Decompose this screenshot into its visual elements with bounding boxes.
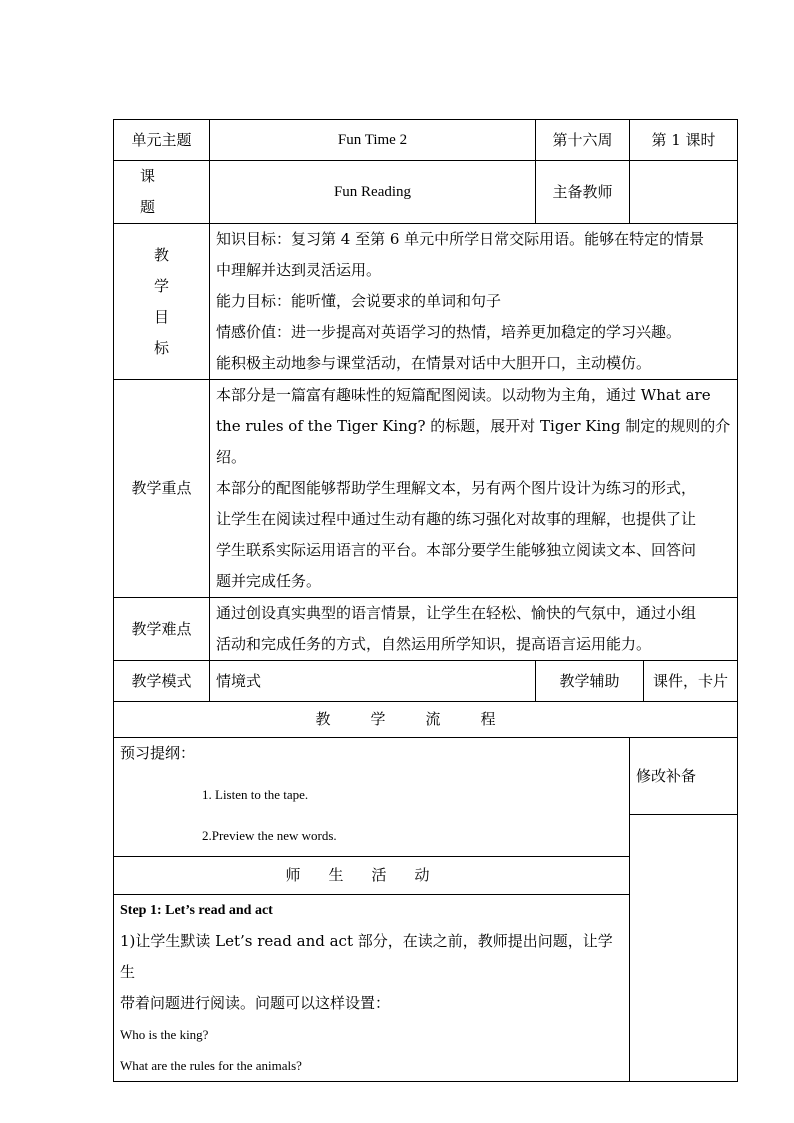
goals-label-char: 学 (153, 276, 169, 295)
row-mode (114, 661, 738, 702)
goals-text (210, 224, 738, 380)
goals-line: 能积极主动地参与课堂活动，在情景对话中大胆开口，主动模仿。 (216, 354, 652, 372)
goals-label (114, 224, 210, 380)
process-heading: 教学流程 (114, 702, 738, 738)
row-focus (114, 380, 738, 598)
preview-item: 1. Listen to the tape. (202, 787, 309, 802)
activity-heading: 师生活动 (114, 857, 630, 895)
row-process-heading (114, 702, 738, 738)
row-preview (114, 738, 738, 815)
topic-value: Fun Reading (210, 161, 536, 224)
lead-teacher-value (630, 161, 738, 224)
lead-teacher-label: 主备教师 (536, 161, 630, 224)
topic-label: 课 题 (114, 161, 210, 224)
step1-title: Step 1: Let’s read and act (120, 903, 273, 918)
preview-item: 2.Preview the new words. (202, 828, 337, 843)
step1-line: Who is the king? (120, 1027, 209, 1042)
row-difficulty (114, 598, 738, 661)
difficulty-line: 活动和完成任务的方式，自然运用所学知识，提高语言运用能力。 (216, 635, 652, 653)
goals-line: 中理解并达到灵活运用。 (216, 261, 382, 279)
step1-cell (114, 895, 630, 1082)
row-unit (114, 120, 738, 161)
difficulty-line: 通过创设真实典型的语言情景，让学生在轻松、愉快的气氛中，通过小组 (216, 604, 697, 622)
focus-line: 学生联系实际运用语言的平台。本部分要学生能够独立阅读文本、回答问 (216, 541, 697, 559)
step1-line: 1)让学生默读 Let’s read and act 部分，在读之前，教师提出问题，让学生 (120, 932, 613, 981)
goals-label-char: 教 (153, 245, 169, 264)
preview-label: 预习提纲： (120, 744, 196, 762)
goals-line: 情感价值：进一步提高对英语学习的热情，培养更加稳定的学习兴趣。 (216, 323, 682, 341)
focus-line: 让学生在阅读过程中通过生动有趣的练习强化对故事的理解，也提供了让 (216, 510, 697, 528)
row-goals (114, 224, 738, 380)
revise-notes (630, 815, 738, 1082)
goals-line: 知识目标：复习第 4 至第 6 单元中所学日常交际用语。能够在特定的情景 (216, 230, 705, 248)
focus-line: 本部分是一篇富有趣味性的短篇配图阅读。以动物为主角，通过 What are (216, 386, 711, 404)
difficulty-label: 教学难点 (114, 598, 210, 661)
revise-label: 修改补备 (630, 738, 738, 815)
focus-text (210, 380, 738, 598)
aid-label: 教学辅助 (536, 661, 644, 702)
aid-value: 课件，卡片 (644, 661, 738, 702)
focus-label: 教学重点 (114, 380, 210, 598)
week-cell: 第十六周 (536, 120, 630, 161)
focus-line: 题并完成任务。 (216, 572, 322, 590)
difficulty-text (210, 598, 738, 661)
mode-label: 教学模式 (114, 661, 210, 702)
step1-line: What are the rules for the animals? (120, 1058, 302, 1073)
unit-label: 单元主题 (114, 120, 210, 161)
row-topic (114, 161, 738, 224)
goals-line: 能力目标：能听懂，会说要求的单词和句子 (216, 292, 502, 310)
unit-value: Fun Time 2 (210, 120, 536, 161)
lesson-plan-table (113, 119, 738, 1082)
mode-value: 情境式 (210, 661, 536, 702)
step1-line: 带着问题进行阅读。问题可以这样设置： (120, 994, 391, 1012)
period-cell: 第 1 课时 (630, 120, 738, 161)
goals-label-char: 标 (153, 338, 169, 357)
focus-line: the rules of the Tiger King? 的标题，展开对 Tiger King 制定的规则的介绍。 (216, 417, 731, 466)
goals-label-char: 目 (153, 307, 169, 326)
preview-cell (114, 738, 630, 857)
focus-line: 本部分的配图能够帮助学生理解文本，另有两个图片设计为练习的形式， (216, 479, 697, 497)
